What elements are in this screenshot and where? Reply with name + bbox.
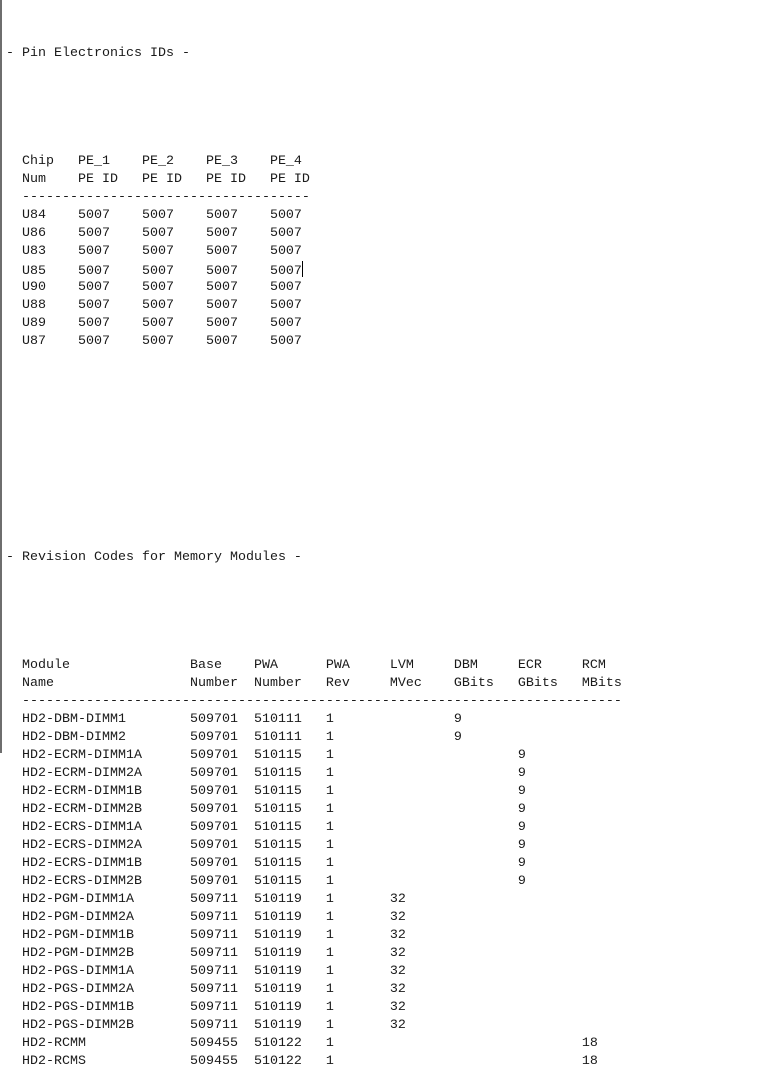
pin-electronics-title: - Pin Electronics IDs - <box>6 46 190 61</box>
table-row: U90 5007 5007 5007 5007 <box>6 280 302 295</box>
table-row: HD2-PGM-DIMM2B 509711 510119 1 32 <box>6 946 406 961</box>
table-row: HD2-PGS-DIMM1B 509711 510119 1 32 <box>6 1000 406 1015</box>
text-cursor <box>302 261 303 277</box>
table-row: HD2-PGS-DIMM2B 509711 510119 1 32 <box>6 1018 406 1033</box>
table-row: HD2-PGM-DIMM1A 509711 510119 1 32 <box>6 892 406 907</box>
table-separator: --------------------------------------------------------------------------- <box>6 694 622 709</box>
table-row: HD2-DBM-DIMM2 509701 510111 1 9 <box>6 730 462 745</box>
table-row: U88 5007 5007 5007 5007 <box>6 298 302 313</box>
table-row: HD2-PGS-DIMM1A 509711 510119 1 32 <box>6 964 406 979</box>
editor-left-border <box>0 0 2 753</box>
blank-line <box>6 99 622 117</box>
table-row: HD2-ECRM-DIMM1A 509701 510115 1 9 <box>6 748 526 763</box>
table-row: HD2-ECRS-DIMM1B 509701 510115 1 9 <box>6 856 526 871</box>
table-row: HD2-RCMM 509455 510122 1 18 <box>6 1036 598 1051</box>
table-header-row: Num PE ID PE ID PE ID PE ID <box>6 172 310 187</box>
memory-modules-table <box>6 657 622 1071</box>
table-row: HD2-ECRM-DIMM2B 509701 510115 1 9 <box>6 802 526 817</box>
table-row: U85 5007 5007 5007 5007 <box>6 261 622 279</box>
blank-line <box>6 495 622 513</box>
table-header-row: Chip PE_1 PE_2 PE_3 PE_4 <box>6 154 302 169</box>
table-row: U84 5007 5007 5007 5007 <box>6 208 302 223</box>
table-row: HD2-PGM-DIMM1B 509711 510119 1 32 <box>6 928 406 943</box>
table-row: HD2-DBM-DIMM1 509701 510111 1 9 <box>6 712 462 727</box>
table-row: HD2-ECRM-DIMM2A 509701 510115 1 9 <box>6 766 526 781</box>
table-row: HD2-PGM-DIMM2A 509711 510119 1 32 <box>6 910 406 925</box>
table-row: HD2-ECRM-DIMM1B 509701 510115 1 9 <box>6 784 526 799</box>
memory-modules-title: - Revision Codes for Memory Modules - <box>6 550 302 565</box>
table-row: HD2-PGS-DIMM2A 509711 510119 1 32 <box>6 982 406 997</box>
table-row: HD2-ECRS-DIMM2B 509701 510115 1 9 <box>6 874 526 889</box>
table-header-row: Name Number Number Rev MVec GBits GBits MBits <box>6 676 622 691</box>
table-header-row: Module Base PWA PWA LVM DBM ECR RCM <box>6 658 606 673</box>
blank-line <box>6 603 622 621</box>
text-document[interactable] <box>6 9 622 1089</box>
table-row: HD2-RCMS 509455 510122 1 18 <box>6 1054 598 1069</box>
table-row: HD2-ECRS-DIMM1A 509701 510115 1 9 <box>6 820 526 835</box>
table-row: U83 5007 5007 5007 5007 <box>6 244 302 259</box>
blank-line <box>6 441 622 459</box>
table-row: U89 5007 5007 5007 5007 <box>6 316 302 331</box>
table-row: U87 5007 5007 5007 5007 <box>6 334 302 349</box>
table-row: HD2-ECRS-DIMM2A 509701 510115 1 9 <box>6 838 526 853</box>
blank-line <box>6 387 622 405</box>
pin-electronics-table <box>6 153 622 351</box>
table-row: U86 5007 5007 5007 5007 <box>6 226 302 241</box>
table-separator: ------------------------------------ <box>6 190 310 205</box>
